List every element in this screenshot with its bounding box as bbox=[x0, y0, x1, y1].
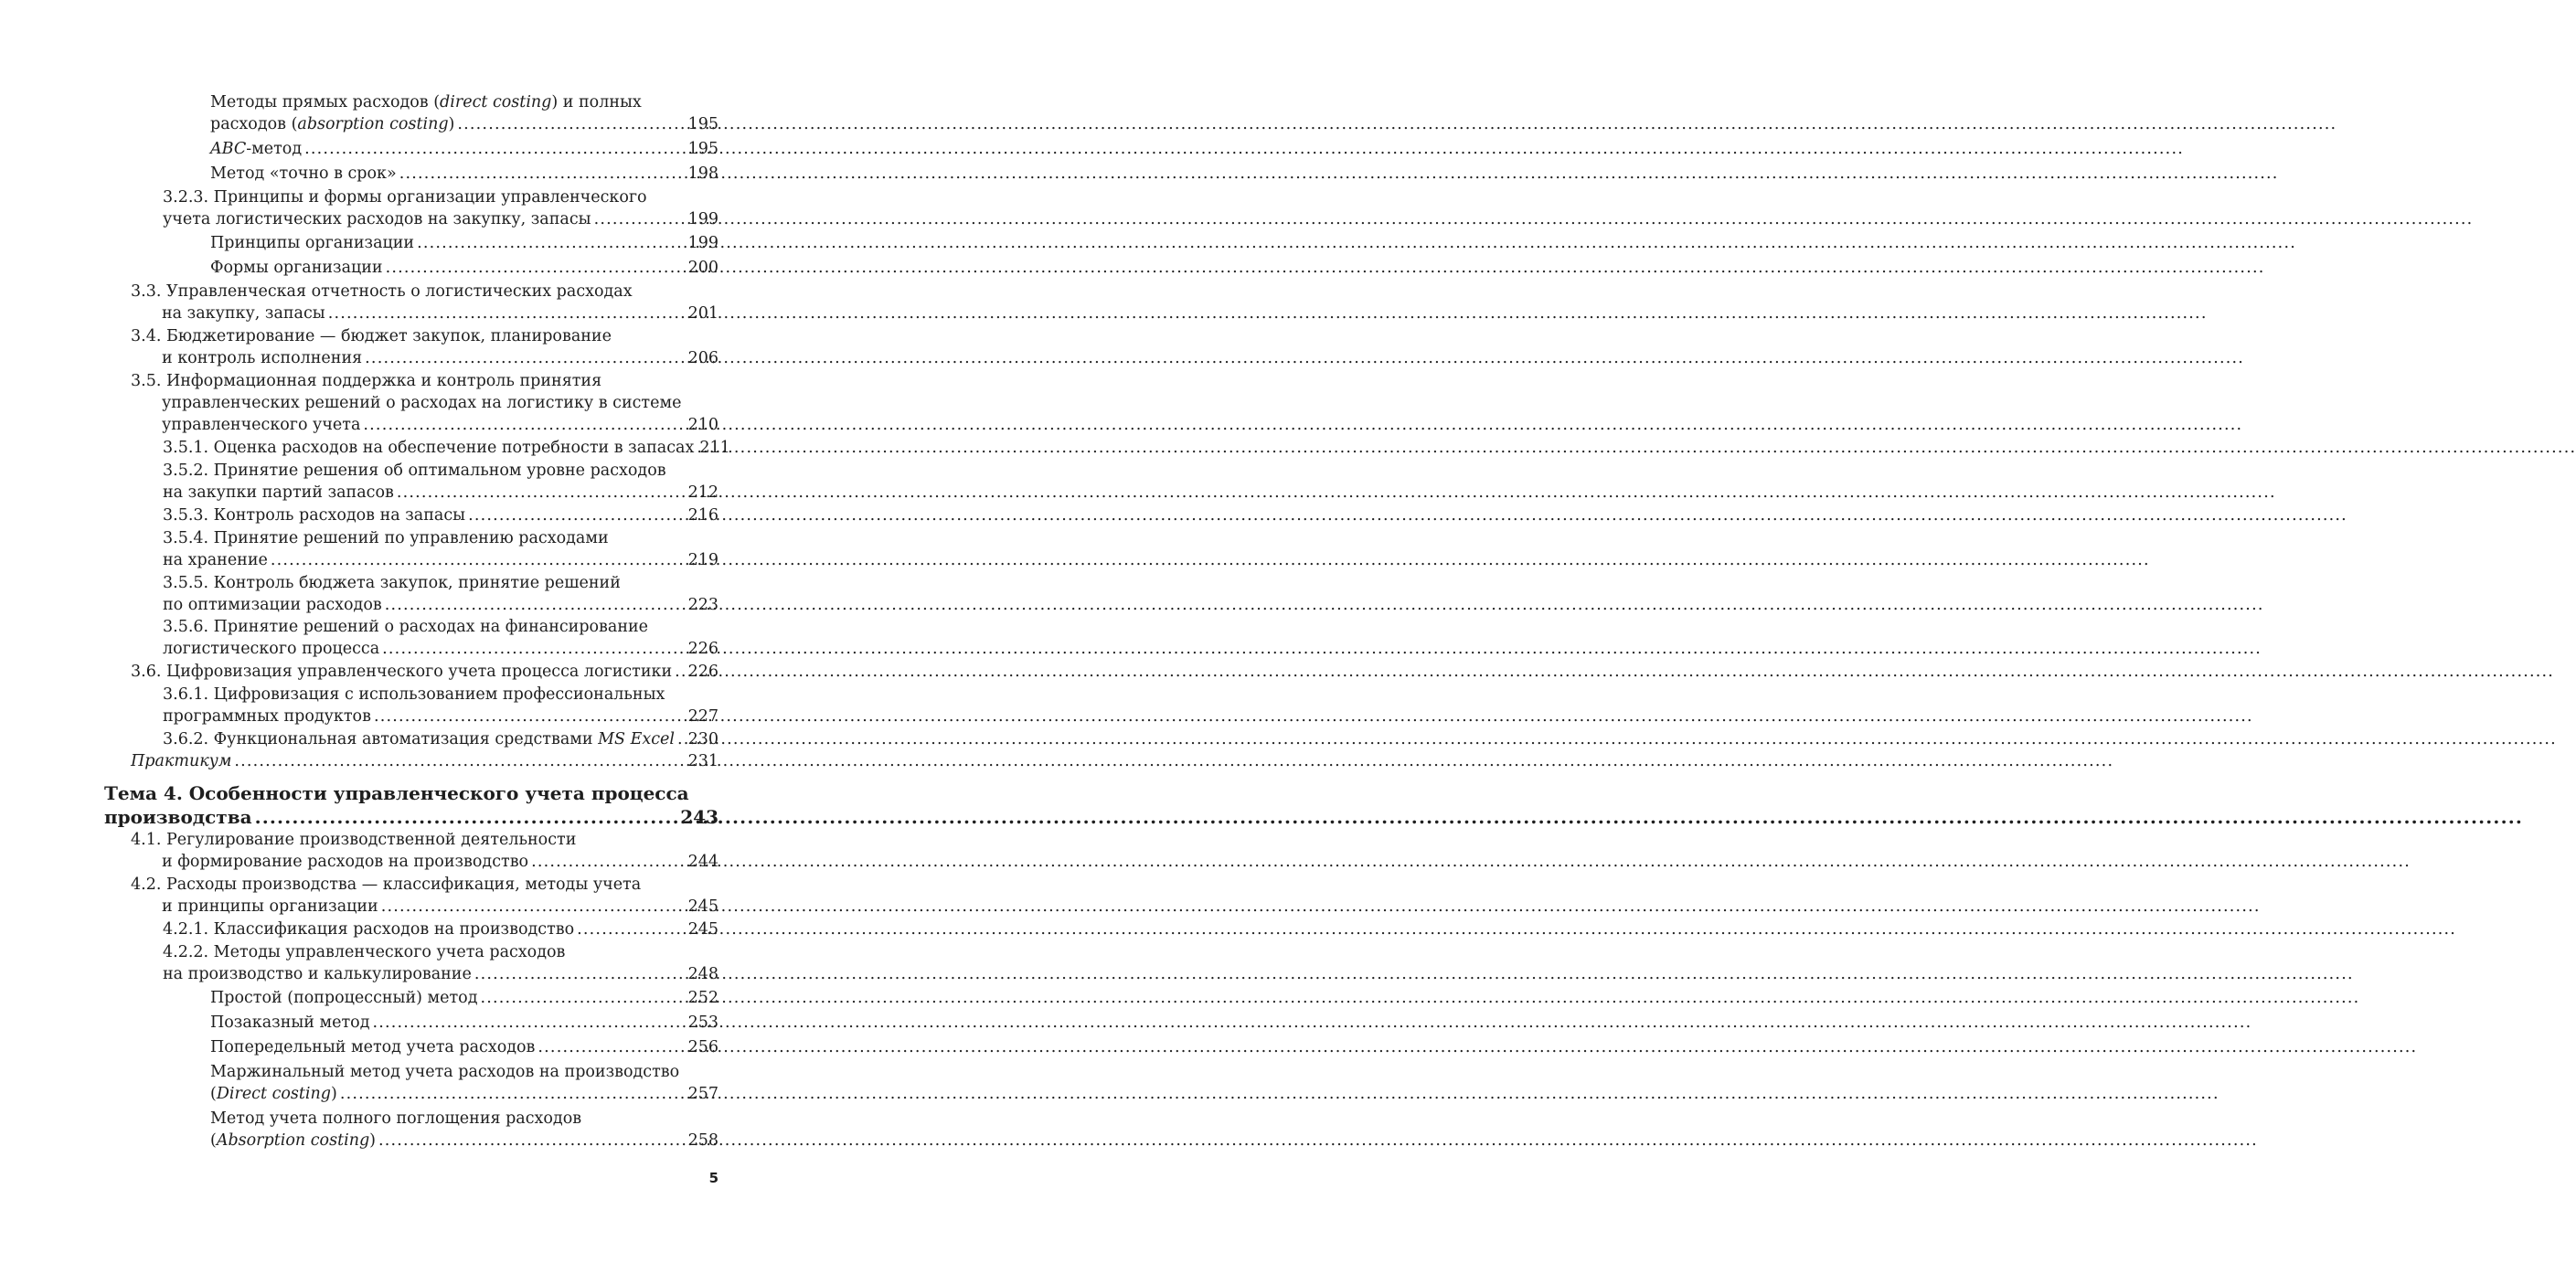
toc-page-number: 211 bbox=[699, 439, 730, 457]
toc-page-number: 245 bbox=[687, 920, 719, 939]
dot-leader bbox=[378, 1130, 686, 1152]
toc-page-number: 195 bbox=[687, 140, 719, 158]
toc-entry-title-line: и принципы организации bbox=[162, 897, 378, 916]
toc-entry-title-line: на хранение bbox=[163, 551, 268, 569]
toc-entry-title-line: 4.2. Расходы производства — классификация, методы учета bbox=[131, 876, 642, 894]
toc-entry-title-line: Маржинальный метод учета расходов на производство bbox=[210, 1063, 680, 1081]
toc-entry bbox=[210, 232, 719, 254]
toc-page-number: 199 bbox=[687, 210, 719, 228]
dot-leader bbox=[234, 750, 685, 772]
toc-entry bbox=[210, 1061, 719, 1105]
toc-entry-title-line: (Absorption costing) bbox=[210, 1131, 376, 1150]
toc-page-number: 212 bbox=[687, 483, 719, 502]
toc-page-number: 252 bbox=[687, 989, 719, 1007]
toc-page-number: 244 bbox=[687, 853, 719, 871]
toc-entry-title-line: Методы прямых расходов (direct costing) и полных bbox=[210, 93, 642, 111]
toc-entry-title-line: логистического процесса bbox=[163, 640, 380, 658]
toc-entry bbox=[163, 616, 719, 660]
toc-page-number: 200 bbox=[687, 259, 719, 277]
toc-entry bbox=[163, 460, 719, 504]
toc-page-number: 198 bbox=[687, 165, 719, 183]
toc-page-number: 256 bbox=[687, 1038, 719, 1056]
toc-page-number: 219 bbox=[687, 551, 719, 569]
document-page bbox=[0, 0, 823, 1263]
toc-entry-title-line: и формирование расходов на производство bbox=[162, 853, 529, 871]
toc-entry bbox=[163, 918, 719, 940]
toc-entry bbox=[131, 281, 719, 324]
toc-entry bbox=[131, 829, 719, 873]
toc-entry bbox=[210, 257, 719, 279]
toc-entry bbox=[163, 941, 719, 985]
toc-entry-title-line: 3.5.2. Принятие решения об оптимальном уровне расходов bbox=[163, 462, 666, 480]
dot-leader bbox=[457, 113, 685, 135]
dot-leader bbox=[594, 208, 686, 230]
toc-entry-title-line: 3.2.3. Принципы и формы организации управленческого bbox=[163, 188, 647, 207]
toc-entry-title-line: и контроль исполнения bbox=[162, 349, 363, 367]
dot-leader bbox=[386, 257, 686, 279]
dot-leader bbox=[255, 805, 678, 829]
dot-leader bbox=[675, 661, 685, 683]
toc-entry-title-line: 3.5.1. Оценка расходов на обеспечение потребности в запасах bbox=[163, 439, 695, 457]
dot-leader bbox=[468, 504, 686, 526]
toc-entry-title-line: 3.3. Управленческая отчетность о логистических расходах bbox=[131, 282, 633, 301]
dot-leader bbox=[372, 1012, 685, 1034]
toc-entry bbox=[163, 186, 719, 230]
toc-entry-title-line: Тема 4. Особенности управленческого учета процесса bbox=[104, 782, 689, 804]
toc-entry bbox=[210, 1012, 719, 1034]
toc-page-number: 223 bbox=[687, 596, 719, 614]
toc-page-number: 253 bbox=[687, 1014, 719, 1032]
toc-page-number: 230 bbox=[687, 730, 719, 748]
toc-entry-title-line: управленческого учета bbox=[162, 416, 361, 434]
toc-entry-title-line: 3.6.1. Цифровизация с использованием профессиональных bbox=[163, 685, 665, 704]
toc-entry-title-line: Принципы организации bbox=[210, 234, 415, 252]
dot-leader bbox=[385, 594, 686, 616]
toc-page-number: 258 bbox=[687, 1131, 719, 1150]
dot-leader bbox=[481, 987, 686, 1009]
dot-leader bbox=[363, 414, 685, 436]
toc-entry bbox=[210, 1036, 719, 1058]
toc-entry bbox=[163, 572, 719, 616]
dot-leader bbox=[374, 706, 686, 727]
toc-page-number: 195 bbox=[687, 115, 719, 133]
toc-page-number: 216 bbox=[687, 506, 719, 525]
toc-page-number: 210 bbox=[687, 416, 719, 434]
dot-leader bbox=[538, 1036, 685, 1058]
toc-entry-title-line: расходов (absorption costing) bbox=[210, 115, 455, 133]
toc-entry bbox=[131, 874, 719, 918]
toc-entry bbox=[163, 728, 719, 750]
dot-leader bbox=[381, 896, 686, 918]
toc-entry-title-line: управленческих решений о расходах на логистику в системе bbox=[162, 394, 682, 412]
toc-entry-title-line: 4.1. Регулирование производственной деятельности bbox=[131, 831, 577, 849]
toc-page-number: 257 bbox=[687, 1085, 719, 1103]
dot-leader bbox=[340, 1083, 686, 1105]
toc-entry-title-line: Формы организации bbox=[210, 259, 383, 277]
toc-entry bbox=[210, 1108, 719, 1152]
dot-leader bbox=[531, 851, 686, 873]
dot-leader bbox=[397, 482, 686, 504]
dot-leader bbox=[474, 963, 686, 985]
toc-page-number: 245 bbox=[687, 897, 719, 916]
toc-page-number: 201 bbox=[687, 304, 719, 323]
dot-leader bbox=[577, 918, 685, 940]
toc-page-number: 227 bbox=[687, 707, 719, 726]
toc-entry-title-line: Метод учета полного поглощения расходов bbox=[210, 1109, 582, 1128]
toc-entry-title-line: программных продуктов bbox=[163, 707, 371, 726]
toc-entry-title-line: производства bbox=[104, 806, 252, 828]
toc-entry bbox=[131, 661, 719, 683]
dot-leader bbox=[399, 163, 686, 185]
toc-entry-title-line: 3.5.3. Контроль расходов на запасы bbox=[163, 506, 466, 525]
dot-leader bbox=[382, 638, 685, 660]
toc-entry-title-line: Позаказный метод bbox=[210, 1014, 370, 1032]
toc-entry-title-line: Попередельный метод учета расходов bbox=[210, 1038, 536, 1056]
toc-entry-title-line: на закупку, запасы bbox=[162, 304, 325, 323]
toc-entry bbox=[163, 684, 719, 727]
toc-entry-title-line: Практикум bbox=[131, 752, 232, 770]
toc-entry bbox=[131, 370, 719, 436]
toc-entry-title-line: Простой (попроцессный) метод bbox=[210, 989, 478, 1007]
toc-entry-title-line: 3.5.5. Контроль бюджета закупок, принятие решений bbox=[163, 574, 621, 592]
page-number: 5 bbox=[708, 1170, 719, 1186]
toc-entry bbox=[210, 138, 719, 160]
toc-entry bbox=[163, 504, 719, 526]
toc-entry-title-line: 3.5.6. Принятие решений о расходах на финансирование bbox=[163, 618, 649, 636]
toc-entry bbox=[210, 987, 719, 1009]
dot-leader bbox=[304, 138, 686, 160]
toc-entry bbox=[210, 91, 719, 135]
toc-entry bbox=[104, 781, 719, 829]
toc-entry bbox=[131, 750, 719, 772]
toc-page-number: 231 bbox=[687, 752, 719, 770]
toc-entry-title-line: (Direct costing) bbox=[210, 1085, 337, 1103]
toc-page-number: 226 bbox=[687, 640, 719, 658]
toc-entry-title-line: Метод «точно в срок» bbox=[210, 165, 397, 183]
dot-leader bbox=[271, 549, 686, 571]
toc-page-number: 226 bbox=[687, 663, 719, 681]
dot-leader bbox=[365, 347, 685, 369]
dot-leader bbox=[417, 232, 686, 254]
toc-entry-title-line: 4.2.1. Классификация расходов на производство bbox=[163, 920, 575, 939]
toc-entry bbox=[210, 163, 719, 185]
toc-entry-title-line: учета логистических расходов на закупку, запасы bbox=[163, 210, 591, 228]
toc-entry-title-line: 4.2.2. Методы управленческого учета расходов bbox=[163, 943, 566, 961]
toc-entry-title-line: 3.5. Информационная поддержка и контроль принятия bbox=[131, 372, 602, 390]
toc-entry bbox=[131, 325, 719, 369]
toc-entry-title-line: на производство и калькулирование bbox=[163, 965, 472, 983]
toc-entry-title-line: 3.5.4. Принятие решений по управлению расходами bbox=[163, 529, 609, 547]
toc-entry-title-line: ABC-метод bbox=[210, 140, 303, 158]
toc-entry bbox=[163, 527, 719, 571]
dot-leader bbox=[677, 728, 686, 750]
toc-page-number: 243 bbox=[680, 806, 719, 828]
toc-entry-title-line: 3.6.2. Функциональная автоматизация средствами MS Excel bbox=[163, 730, 675, 748]
toc-page-number: 248 bbox=[687, 965, 719, 983]
dot-leader bbox=[328, 302, 686, 324]
toc-entry-title-line: 3.6. Цифровизация управленческого учета процесса логистики bbox=[131, 663, 673, 681]
toc-page-number: 206 bbox=[687, 349, 719, 367]
toc-page-number: 199 bbox=[687, 234, 719, 252]
toc-entry-title-line: по оптимизации расходов bbox=[163, 596, 382, 614]
toc-entry bbox=[163, 437, 730, 459]
toc-entry-title-line: на закупки партий запасов bbox=[163, 483, 394, 502]
toc-entry-title-line: 3.4. Бюджетирование — бюджет закупок, планирование bbox=[131, 327, 612, 345]
